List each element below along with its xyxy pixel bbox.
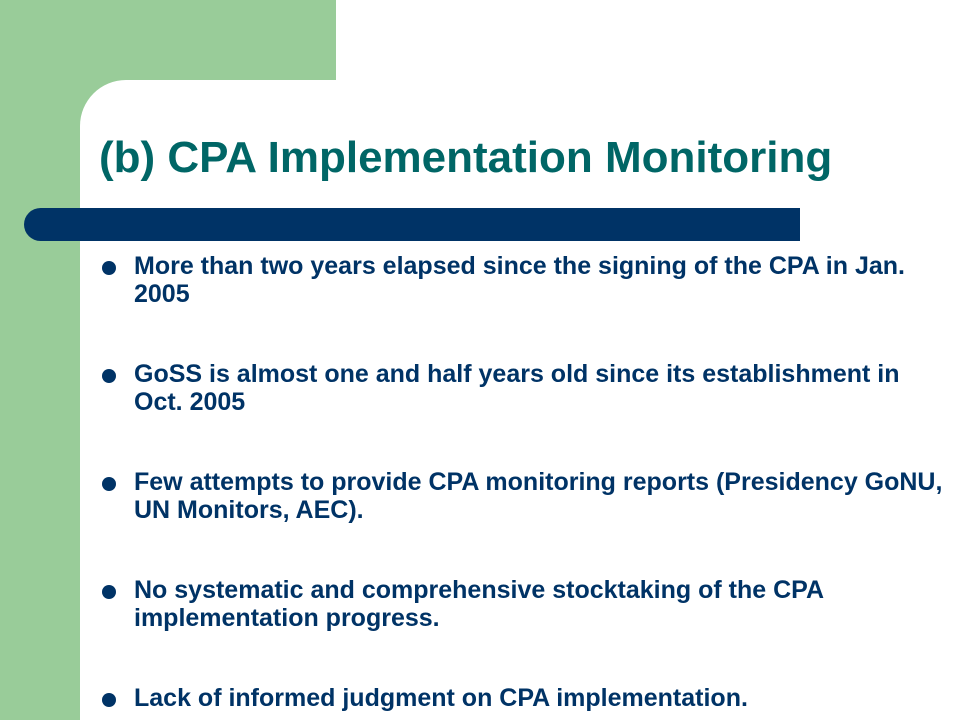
bullet-item — [100, 468, 950, 524]
bullet-text: More than two years elapsed since the signing of the CPA in Jan. 2005 — [134, 252, 905, 308]
bullet-text: Lack of informed judgment on CPA implementation. — [134, 684, 748, 712]
bullet-item — [100, 576, 950, 632]
bullet-icon — [102, 369, 116, 383]
bullet-icon — [102, 585, 116, 599]
slide-title: (b) CPA Implementation Monitoring — [99, 133, 833, 182]
bullet-text: No systematic and comprehensive stocktaking of the CPA implementation progress. — [134, 576, 824, 632]
bullet-item — [100, 252, 950, 308]
title-underline-bar — [24, 208, 800, 241]
bullet-icon — [102, 693, 116, 707]
bullet-icon — [102, 261, 116, 275]
bullet-text: GoSS is almost one and half years old since its establishment in Oct. 2005 — [134, 360, 900, 416]
bullet-list — [100, 252, 950, 712]
bullet-icon — [102, 477, 116, 491]
bullet-item — [100, 360, 950, 416]
bullet-item — [100, 684, 950, 712]
bullet-text: Few attempts to provide CPA monitoring reports (Presidency GoNU, UN Monitors, AEC). — [134, 468, 943, 524]
